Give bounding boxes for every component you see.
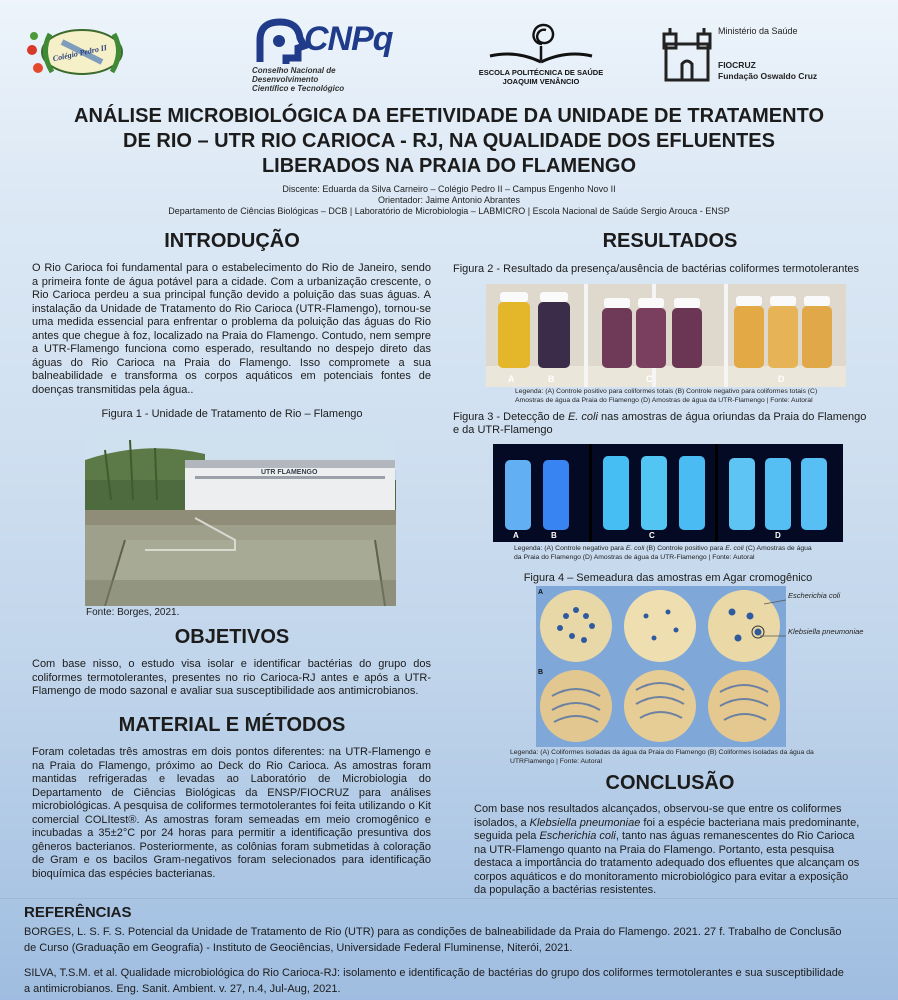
figure4-photo (536, 586, 786, 747)
figure3-legend-ecoli-1: E. coli (625, 545, 645, 552)
figure3-panel-c-label: C (649, 531, 655, 540)
reference-1 (24, 924, 874, 956)
figure3-caption-pre: Figura 3 - Detecção de (453, 411, 568, 423)
figure3-caption-line2: e da UTR-Flamengo (453, 424, 553, 436)
building-sign: UTR FLAMENGO (261, 469, 318, 476)
conclusion-heading: CONCLUSÃO (605, 772, 735, 794)
objectives-text: Com base nisso, o estudo visa isolar e identificar bactérias do grupo dos coliformes termotolerantes, presentes no rio Carioca-RJ antes e após a UTR-Flamengo de modo sazonal e avaliar sua susceptibilidade aos antimicrobianos. (32, 658, 431, 697)
fiocruz-label-line2: Fundação Oswaldo Cruz (718, 71, 818, 81)
reference-1-line1: BORGES, L. S. F. S. Potencial da Unidade de Tratamento de Rio (UTR) para as condições de balneabilidade da Praia do Flamengo. 2021. 27 f. Trabalho de Conclusão (24, 926, 842, 938)
reference-1-line2: de Curso (Graduação em Geografia) - Instituto de Geociências, Universidade Federal Fluminense, Niterói, 2021. (24, 942, 573, 954)
methods-text: Foram coletadas três amostras em dois pontos diferentes: na UTR-Flamengo e na Praia do Flamengo, próximo ao Deck do Rio Carioca. As amostras foram mantidas refrigeradas e levadas ao Laboratório de Microbiologia do Departamento de Ciências Biológicas da ENSP/FIOCRUZ para análises microbiológicas. A pesquisa de coliformes termotolerantes foi feita utilizando o Kit comercial COLItest®. As amostras foram semeadas em meio cromogênico e incubadas a 35±2°C por 24 horas para permitir a identificação presuntiva dos gêneros bacterianos. Posteriormente, as colônias foram submetidas à coloração de Gram e os bacilos Gram-negativos foram selecionados para identificação bioquímica das espécies bacterianas. (32, 746, 431, 880)
cnpq-head-icon (252, 18, 312, 68)
student-line: Discente: Eduarda da Silva Carneiro – Colégio Pedro II – Campus Engenho Novo II (282, 184, 616, 194)
conclusion-line2-pre: isolados, a (474, 816, 530, 829)
conclusion-line5: destaca a importância do tratamento adequado dos efluentes que alcançam os (474, 857, 860, 869)
poster-title (40, 104, 858, 179)
title-line3: LIBERADOS NA PRAIA DO FLAMENGO (261, 155, 637, 177)
cp2-logo-text: Colégio Pedro II (51, 42, 108, 64)
book-spiral-icon (476, 16, 606, 68)
figure3-legend-line2: da Praia do Flamengo (D) Amostras de água da UTR-Flamengo | Fonte: Autoral (514, 553, 755, 561)
figure3-legend-a: Legenda: (A) Controle negativo para (514, 545, 626, 552)
epsjv-subtitle-line1: ESCOLA POLITÉCNICA DE SAÚDE (478, 68, 604, 77)
reference-2-line1: SILVA, T.S.M. et al. Qualidade microbiológica do Rio Carioca-RJ: isolamento e identificação de bactérias do grupo dos coliformes termotolerantes e sua susceptibilidade (24, 967, 844, 979)
author-info (0, 184, 898, 217)
conclusion-line3-post: , tanto nas águas remanescentes do Rio Carioca (615, 830, 855, 842)
figure3-caption (453, 411, 883, 437)
fiocruz-logo (662, 24, 832, 84)
castle-icon (662, 24, 712, 82)
conclusion-line4: na UTR-Flamengo quanto na Praia do Flamengo. Portanto, esta pesquisa (474, 843, 835, 856)
figure3-legend (514, 545, 844, 562)
figure3-legend-c: (C) Amostras de água (743, 545, 812, 552)
introduction-heading: INTRODUÇÃO (164, 230, 300, 252)
title-line2: DE RIO – UTR RIO CARIOCA - RJ, NA QUALIDADE DOS EFLUENTES (123, 130, 775, 152)
results-heading: RESULTADOS (602, 230, 738, 252)
title-line1: ANÁLISE MICROBIOLÓGICA DA EFETIVIDADE DA UNIDADE DE TRATAMENTO (74, 105, 824, 127)
advisor-line: Orientador: Jaime Antonio Abrantes (377, 195, 521, 205)
reference-2-line2: a antimicrobianos. Eng. Sanit. Ambient. v. 27, n.4, Jul-Aug, 2021. (24, 983, 341, 995)
figure3-panel-b-label: B (551, 531, 557, 540)
figure4-panel-a-label: A (538, 589, 544, 596)
cnpq-subtitle (252, 66, 402, 93)
fiocruz-label-line1: FIOCRUZ (718, 60, 756, 70)
figure3-panel-d-label: D (775, 531, 781, 540)
figure4-legend-line1: Legenda: (A) Coliformes isoladas da água da Praia do Flamengo (B) Coliformes isoladas da água da (510, 749, 814, 756)
figure4-caption: Figura 4 – Semeadura das amostras em Agar cromogênico (523, 572, 813, 584)
references-divider (0, 898, 898, 899)
figure4-label-klebsiella: Klebsiella pneumoniae (788, 627, 864, 636)
figure2-legend-line1: Legenda: (A) Controle positivo para coliformes totais (B) Controle negativo para coliformes totais (C) (515, 388, 818, 395)
figure4-label-ecoli: Escherichia coli (788, 591, 841, 600)
figure3-legend-b: (B) Controle positivo para (644, 545, 726, 552)
figure4-panel-b-label: B (538, 669, 544, 676)
cnpq-subtitle-line1: Conselho Nacional de Desenvolvimento (252, 66, 336, 84)
cnpq-subtitle-line2: Científico e Tecnológico (252, 84, 345, 93)
methods-heading: MATERIAL E MÉTODOS (118, 714, 346, 736)
conclusion-ecoli: Escherichia coli (539, 830, 616, 842)
figure3-photo (493, 444, 843, 542)
conclusion-text (474, 803, 874, 898)
conclusion-line1: Com base nos resultados alcançados, observou-se que entre os coliformes (474, 803, 842, 815)
conclusion-line3-pre: seguida pela (474, 830, 540, 842)
epsjv-logo (476, 16, 606, 90)
figure2-panel-d-label: D (778, 374, 785, 384)
conclusion-line6: corpos aquáticos e do monitoramento microbiológico para evitar a exposição (474, 870, 849, 883)
figure2-panel-b-label: B (548, 374, 555, 384)
figure1-source: Fonte: Borges, 2021. (86, 607, 180, 618)
figure3-legend-ecoli-2: E. coli (725, 545, 744, 552)
figure4-legend-line2: UTRFlamengo | Fonte: Autoral (510, 757, 603, 765)
figure1-caption: Figura 1 - Unidade de Tratamento de Rio – Flamengo (101, 408, 363, 420)
figure2-caption: Figura 2 - Resultado da presença/ausência de bactérias coliformes termotolerantes (453, 263, 859, 275)
figure3-panel-a-label: A (513, 531, 519, 540)
conclusion-line3 (474, 830, 874, 844)
cnpq-logo (252, 18, 402, 93)
figure2-legend-line2: Amostras de água da Praia do Flamengo (D) Amostras de água da UTR-Flamengo | Fonte: Autoral (515, 396, 813, 404)
cnpq-wordmark: CNPq (304, 20, 393, 58)
figure2-photo (486, 284, 846, 387)
conclusion-line2-post: foi a espécie bacteriana mais predominante, (640, 816, 860, 829)
reference-2 (24, 965, 874, 997)
logo-bar (0, 10, 898, 93)
conclusion-klebsiella: Klebsiella pneumoniae (529, 816, 641, 829)
fiocruz-label (718, 60, 817, 82)
references-heading: REFERÊNCIAS (24, 904, 132, 921)
introduction-text: O Rio Carioca foi fundamental para o estabelecimento do Rio de Janeiro, sendo a primeira fonte de água potável para a cidade. Com a urbanização crescente, o Rio Carioca perdeu a sua principal função devido a poluição das suas águas. A instalação da Unidade de Tratamento do Rio Carioca (UTR-Flamengo), tornou-se uma medida essencial para enfrentar o problema da poluição das águas do Rio antes que chegue à foz, localizado na Praia do Flamengo. Contudo, nem sempre a UTR-Flamengo funciona como esperado, resultando no despejo direto das águas do Rio Carioca na Praia do Flamengo. Isso compromete a sua balneabilidade e transforma os corpos aquáticos em potenciais fontes de doenças transmitidas pela água.. (32, 262, 431, 396)
figure2-legend (515, 388, 855, 405)
conclusion-line7: da população a bactérias resistentes. (474, 884, 657, 896)
colegio-pedro-ii-logo (22, 24, 140, 84)
epsjv-subtitle (476, 68, 606, 86)
figure2-panel-c-label: C (646, 374, 653, 384)
department-line: Departamento de Ciências Biológicas – DCB | Laboratório de Microbiologia – LABMICRO | Escola Nacional de Saúde Sergio Arouca - ENSP (168, 206, 730, 216)
figure2-panel-a-label: A (508, 374, 515, 384)
figure4-legend (510, 749, 850, 766)
figure3-caption-ecoli: E. coli (567, 411, 598, 423)
ministry-label: Ministério da Saúde (718, 26, 798, 36)
objectives-heading: OBJETIVOS (174, 626, 290, 648)
epsjv-subtitle-line2: JOAQUIM VENÂNCIO (502, 77, 580, 86)
figure3-caption-post: nas amostras de água oriundas da Praia do Flamengo (597, 411, 867, 423)
figure1-photo (85, 430, 396, 606)
conclusion-line2 (474, 817, 874, 831)
